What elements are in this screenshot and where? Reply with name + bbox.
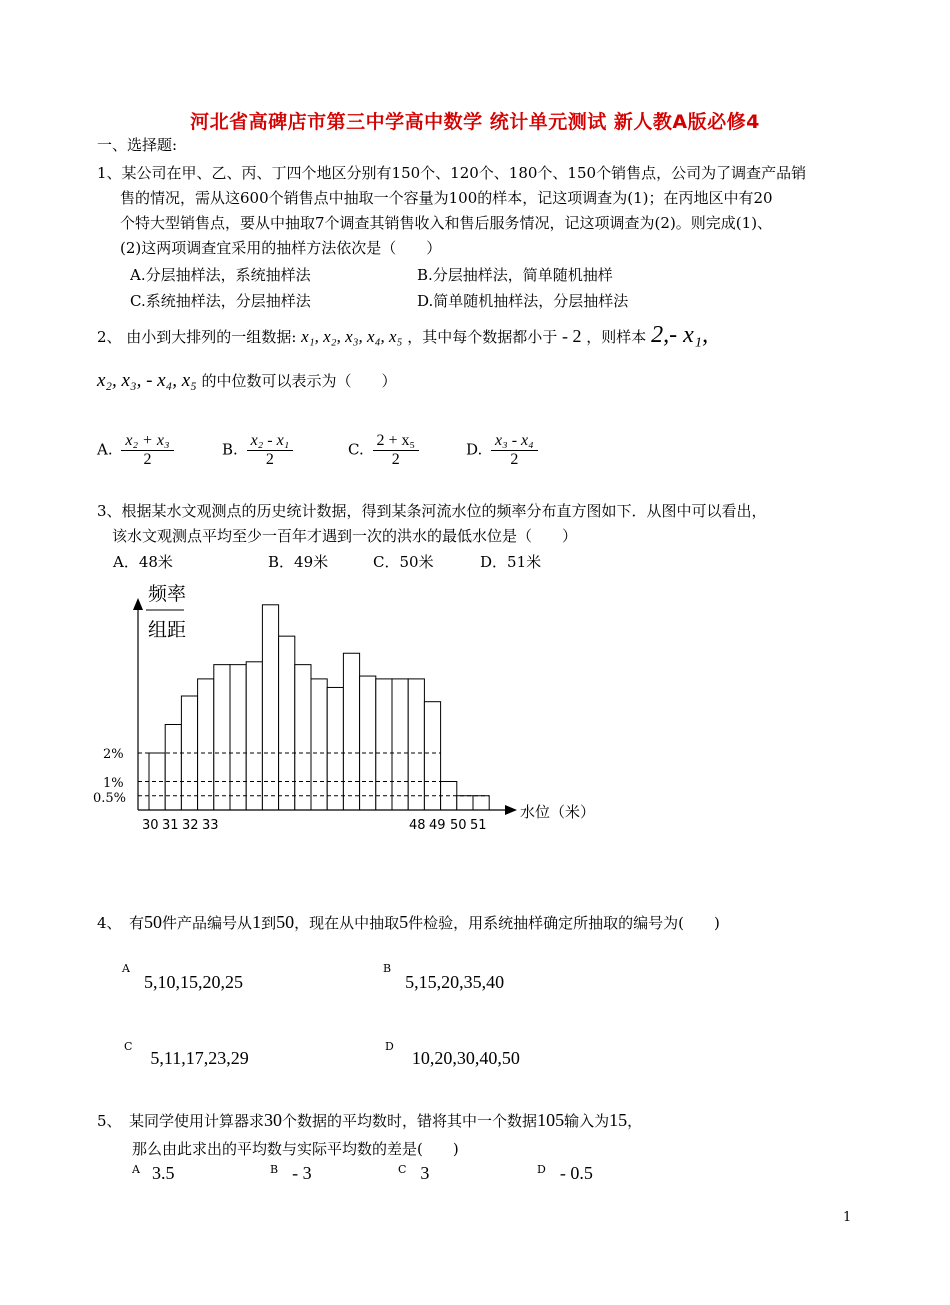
q4-option-c[interactable]: [124, 1040, 249, 1068]
y-tick-label: 1%: [103, 776, 124, 791]
q2-option-d[interactable]: [466, 432, 538, 469]
q2-sample-b: x₂, x₃, - x₄, x₅: [97, 370, 197, 391]
q5-option-d[interactable]: [537, 1163, 593, 1184]
q4-option-d[interactable]: [385, 1040, 520, 1068]
q1-line: (2)这两项调查宜采用的抽样方法依次是（ ）: [120, 239, 442, 257]
frac-num: x₂ - x₁: [247, 432, 294, 451]
q5-option-a[interactable]: [132, 1163, 174, 1184]
xlabel: 水位（米）: [520, 803, 596, 821]
q3-option-a[interactable]: A．48米: [113, 553, 173, 571]
q4-text: ，现在从中抽取: [294, 914, 400, 932]
q4-text: 件检验，用系统抽样确定所抽取的编号为( ): [408, 914, 720, 932]
option-label: C: [124, 1040, 133, 1053]
q5-text: 5、 某同学使用计算器求: [97, 1112, 265, 1130]
histogram-bar: [392, 679, 408, 810]
option-label: B: [383, 962, 392, 975]
histogram-bar: [214, 665, 230, 810]
histogram-chart: [0, 570, 950, 840]
histogram-bar: [246, 662, 262, 810]
q3-option-d[interactable]: D．51米: [480, 553, 542, 571]
option-value: 3: [420, 1163, 430, 1183]
y-tick-label: 0.5%: [93, 791, 127, 806]
frac-num: x₃ - x₄: [491, 432, 538, 451]
histogram-bar: [376, 679, 392, 810]
histogram-bar: [424, 702, 440, 810]
histogram-bar: [343, 653, 359, 810]
q2-data: x₁, x₂, x₃, x₄, x₅: [301, 327, 403, 346]
option-label: C: [398, 1163, 407, 1176]
option-value: 5,11,17,23,29: [150, 1048, 249, 1068]
histogram-bar: [360, 676, 376, 810]
q5-wrong: 15: [609, 1110, 628, 1130]
frac-num: 2 + x₅: [373, 432, 420, 451]
histogram-bar: [262, 605, 278, 810]
option-label: A: [132, 1163, 140, 1176]
q2-sample-a: 2,- x₁,: [651, 322, 709, 348]
histogram-bar: [165, 725, 181, 811]
option-value: - 0.5: [559, 1163, 593, 1183]
page-title: 河北省高碑店市第三中学高中数学 统计单元测试 新人教A版必修4: [190, 111, 760, 133]
q2-bound: - 2: [562, 326, 582, 346]
q5-option-c[interactable]: [398, 1163, 429, 1184]
histogram-bar: [295, 665, 311, 810]
x-tick-label: 33: [202, 818, 219, 833]
histogram-bar: [198, 679, 214, 810]
q3-line: 该水文观测点平均至少一百年才遇到一次的洪水的最低水位是（ ）: [112, 527, 578, 545]
page-number: 1: [843, 1210, 852, 1225]
q4-text: 件产品编号从: [162, 914, 253, 932]
option-label: A: [122, 962, 130, 975]
section-heading: 一、选择题:: [97, 136, 178, 154]
q2-prefix: 2、 由小到大排列的一组数据:: [97, 328, 297, 346]
x-tick-label: 31: [162, 818, 179, 833]
option-value: 5,15,20,35,40: [405, 972, 505, 992]
q2-suffix: 的中位数可以表示为（ ）: [201, 372, 397, 390]
q2-mid: ，其中每个数据都小于: [407, 328, 558, 346]
x-tick-label: 32: [182, 818, 199, 833]
q1-line: 1、某公司在甲、乙、丙、丁四个地区分别有150个、120个、180个、150个销售点，公司为了调查产品销: [97, 164, 807, 182]
q2-option-a[interactable]: [97, 432, 174, 469]
q1-line: 个特大型销售点，要从中抽取7个调查其销售收入和售后服务情况，记这项调查为(2)。则完成(1)、: [120, 214, 773, 232]
q4-option-a[interactable]: [122, 962, 243, 992]
histogram-bar: [473, 796, 489, 810]
y-tick-label: 2%: [103, 747, 124, 762]
x-tick-label: 49: [429, 818, 446, 833]
q5-right: 105: [537, 1110, 565, 1130]
frac-den: 2: [143, 451, 152, 468]
option-value: 5,10,15,20,25: [143, 972, 243, 992]
q2-option-b[interactable]: [222, 432, 293, 469]
q4-option-b[interactable]: [383, 962, 505, 992]
q5-option-b[interactable]: [270, 1163, 312, 1184]
q2-mid2: ，则样本: [586, 328, 647, 346]
histogram-bar: [279, 636, 295, 810]
frac-den: 2: [391, 451, 400, 468]
frac-den: 2: [510, 451, 519, 468]
ylabel-top: 频率: [148, 583, 187, 605]
histogram-bar: [457, 796, 473, 810]
q3-option-b[interactable]: B．49米: [268, 553, 329, 571]
q5-text: 输入为: [564, 1112, 610, 1130]
option-value: 10,20,30,40,50: [411, 1048, 520, 1068]
q3-option-c[interactable]: C．50米: [373, 553, 434, 571]
frac-den: 2: [265, 451, 274, 468]
q4-text: 到: [261, 914, 277, 932]
x-tick-label: 51: [470, 818, 487, 833]
x-axis-arrow: [505, 805, 517, 815]
q1-option-b[interactable]: B.分层抽样法，简单随机抽样: [417, 266, 613, 284]
option-value: - 3: [292, 1163, 312, 1183]
ylabel-bottom: 组距: [148, 619, 187, 641]
q4-text: 4、 有: [97, 914, 145, 932]
q5-text: ，: [627, 1112, 643, 1130]
histogram-bar: [327, 687, 343, 810]
x-tick-label: 30: [142, 818, 159, 833]
option-label: D: [385, 1040, 394, 1053]
q3-line: 3、根据某水文观测点的历史统计数据，得到某条河流水位的频率分布直方图如下．从图中可以看出，: [97, 502, 767, 520]
q4-to: 50: [276, 912, 295, 932]
histogram-bar: [230, 665, 246, 810]
option-label: A.: [97, 440, 113, 459]
q4-from: 1: [252, 912, 262, 932]
option-value: 3.5: [151, 1163, 175, 1183]
option-label: D: [537, 1163, 546, 1176]
x-tick-label: 50: [450, 818, 467, 833]
x-tick-label: 48: [409, 818, 426, 833]
histogram-bar: [311, 679, 327, 810]
q1-option-a[interactable]: A.分层抽样法，系统抽样法: [130, 266, 311, 284]
q4-n: 50: [144, 912, 163, 932]
frac-num: x₂ + x₃: [121, 432, 173, 451]
option-label: D.: [466, 440, 483, 459]
option-label: C.: [348, 440, 364, 459]
q1-line: 售的情况，需从这600个销售点中抽取一个容量为100的样本，记这项调查为(1)；在丙地区中有20: [120, 189, 773, 207]
q4-k: 5: [399, 912, 409, 932]
histogram-bar: [408, 679, 424, 810]
q5-line2: 那么由此求出的平均数与实际平均数的差是( ): [132, 1140, 459, 1158]
q1-option-d[interactable]: D.简单随机抽样法，分层抽样法: [417, 292, 629, 310]
q2-option-c[interactable]: [348, 432, 419, 469]
q1-option-c[interactable]: C.系统抽样法，分层抽样法: [130, 292, 311, 310]
y-axis-arrow: [133, 598, 143, 610]
q5-text: 个数据的平均数时，错将其中一个数据: [282, 1112, 538, 1130]
option-label: B: [270, 1163, 279, 1176]
option-label: B.: [222, 440, 238, 459]
q5-n: 30: [264, 1110, 283, 1130]
